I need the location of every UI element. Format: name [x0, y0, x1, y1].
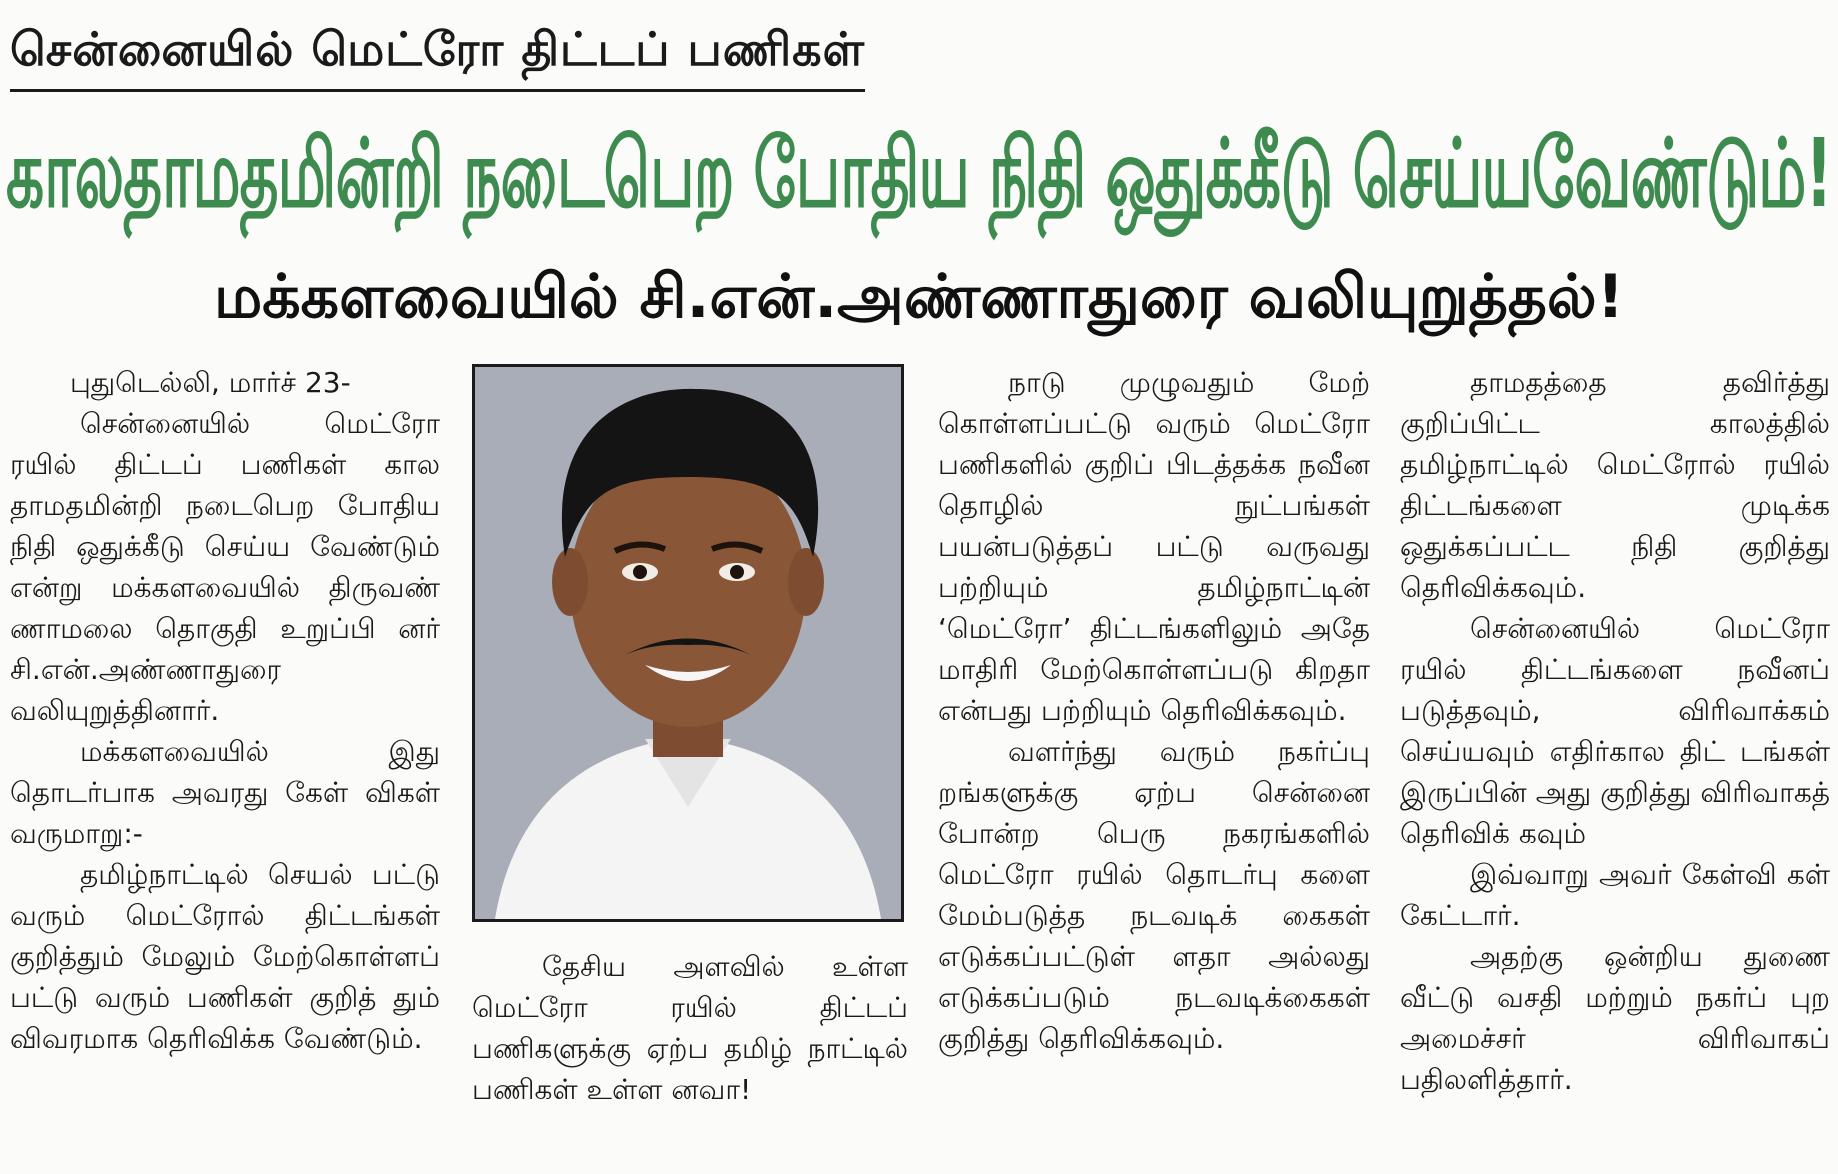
article-column-4 [1400, 362, 1830, 1100]
paragraph: தமிழ்நாட்டில் செயல் பட்டு வரும் மெட்ரோல் திட்டங்கள் குறித்தும் மேலும் மேற்கொள்ளப் பட்டு வரும் பணிகள் குறித் தும் விவரமாக தெரிவிக்க வேண்டும். [10, 858, 440, 1055]
paragraph: தாமதத்தை தவிர்த்து குறிப்பிட்ட காலத்தில் தமிழ்நாட்டில் மெட்ரோல் ரயில் திட்டங்களை முடிக்க ஒதுக்கப்பட்ட நிதி குறித்து தெரிவிக்கவும். [1400, 366, 1830, 604]
photo-caption-column [472, 946, 908, 1110]
sub-headline: மக்களவையில் சி.என்.அண்ணாதுரை வலியுறுத்தல்! [213, 262, 1625, 332]
article-column-3 [938, 362, 1370, 1059]
paragraph: இவ்வாறு அவர் கேள்வி கள் கேட்டார். [1400, 858, 1830, 932]
paragraph: சென்னையில் மெட்ரோ ரயில் திட்டங்களை நவீனப் படுத்தவும், விரிவாக்கம் செய்யவும் எதிர்கால திட் டங்கள் இருப்பின் அது குறித்து விரிவாகத் தெரிவிக் கவும் [1400, 612, 1830, 850]
dateline: புதுடெல்லி, மார்ச் 23- [70, 366, 351, 399]
paragraph: தேசிய அளவில் உள்ள மெட்ரோ ரயில் திட்டப் பணிகளுக்கு ஏற்ப தமிழ் நாட்டில் பணிகள் உள்ள னவா! [472, 950, 908, 1106]
section-kicker: சென்னையில் மெட்ரோ திட்டப் பணிகள் [10, 22, 865, 92]
paragraph: வளர்ந்து வரும் நகர்ப்பு றங்களுக்கு ஏற்ப சென்னை போன்ற பெரு நகரங்களில் மெட்ரோ ரயில் தொடர்பு களை மேம்படுத்த நடவடிக் கைகள் எடுக்கப்பட்டுள் ளதா அல்லது எடுக்கப்படும் நடவடிக்கைகள் குறித்து தெரிவிக்கவும். [938, 735, 1370, 1055]
main-headline: காலதாமதமின்றி நடைபெற போதிய நிதி ஒதுக்கீடு செய்யவேண்டும்! [6, 118, 1832, 229]
portrait-photo [472, 364, 904, 922]
portrait-illustration [475, 367, 901, 919]
article-column-1 [10, 362, 440, 1059]
paragraph: மக்களவையில் இது தொடர்பாக அவரது கேள் விகள் வருமாறு:- [10, 735, 440, 850]
paragraph: நாடு முழுவதும் மேற் கொள்ளப்பட்டு வரும் மெட்ரோ பணிகளில் குறிப் பிடத்தக்க நவீன தொழில் நுட்பங்கள் பயன்படுத்தப் பட்டு வருவது பற்றியும் தமிழ்நாட்டின் ‘மெட்ரோ’ திட்டங்களிலும் அதே மாதிரி மேற்கொள்ளப்படு கிறதா என்பது பற்றியும் தெரிவிக்கவும். [938, 366, 1370, 727]
paragraph: சென்னையில் மெட்ரோ ரயில் திட்டப் பணிகள் கால தாமதமின்றி நடைபெற போதிய நிதி ஒதுக்கீடு செய்ய வேண்டும் என்று மக்களவையில் திருவண் ணாமலை தொகுதி உறுப்பி னர் சி.என்.அண்ணாதுரை வலியுறுத்தினார். [10, 407, 440, 727]
paragraph: அதற்கு ஒன்றிய துணை வீட்டு வசதி மற்றும் நகர்ப் புற அமைச்சர் விரிவாகப் பதிலளித்தார். [1400, 940, 1830, 1096]
